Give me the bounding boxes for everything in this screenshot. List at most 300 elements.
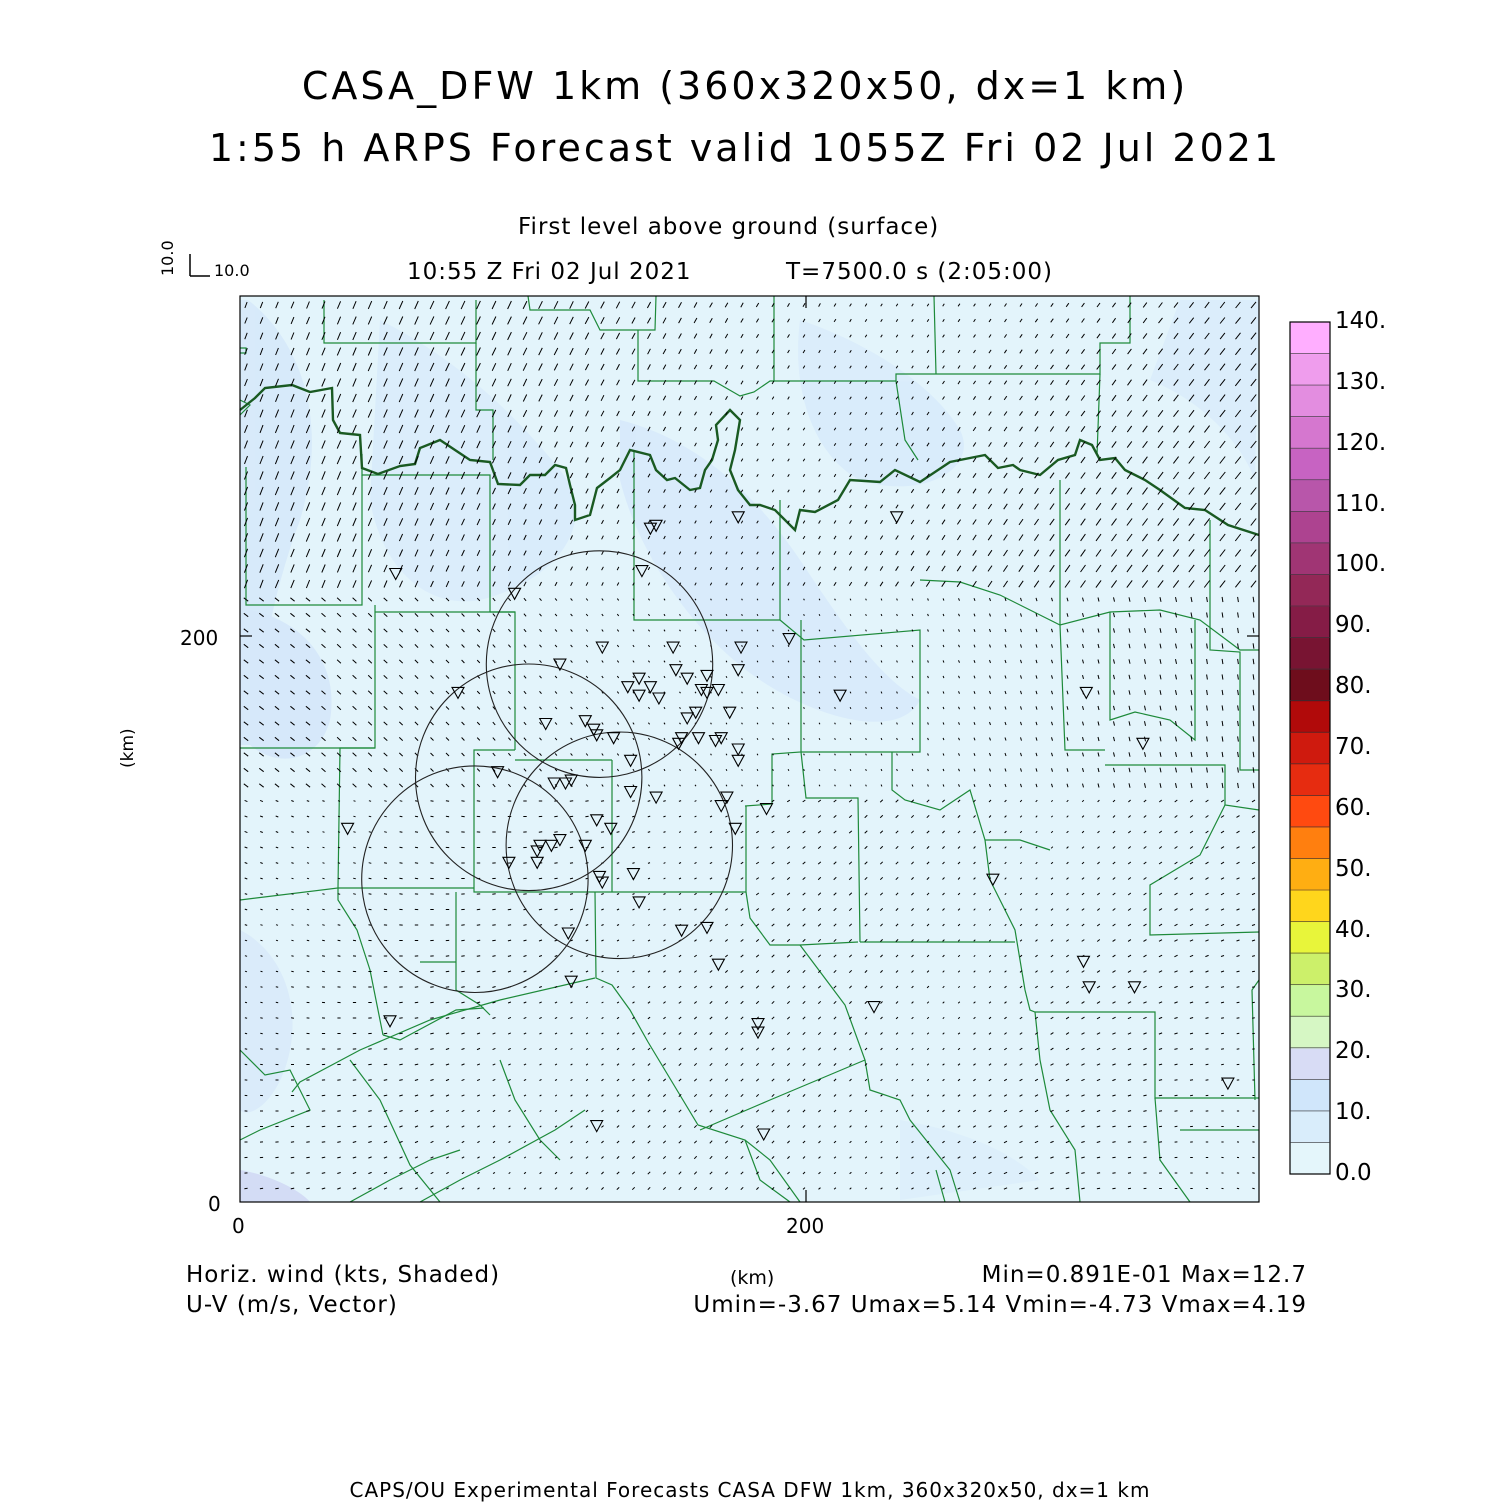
wind-vector xyxy=(819,738,820,739)
wind-vector xyxy=(804,599,805,600)
wind-vector xyxy=(337,1126,340,1127)
wind-vector xyxy=(773,661,774,662)
wind-vector xyxy=(757,630,758,631)
wind-vector xyxy=(338,909,341,910)
wind-vector xyxy=(338,863,340,864)
wind-vector xyxy=(384,847,387,848)
wind-vector xyxy=(477,940,480,941)
wind-vector xyxy=(322,1142,325,1143)
wind-vector xyxy=(307,909,309,910)
y-axis-unit: (km) xyxy=(118,728,138,768)
wind-vector xyxy=(835,785,836,786)
wind-vector xyxy=(245,956,247,957)
colorbar-label: 100. xyxy=(1335,551,1386,577)
wind-vector xyxy=(711,614,712,615)
colorbar-swatch xyxy=(1290,354,1330,386)
wind-vector xyxy=(711,676,712,677)
wind-vector xyxy=(788,692,789,693)
wind-vector xyxy=(757,614,758,615)
wind-vector xyxy=(1159,1095,1162,1096)
wind-vector xyxy=(804,661,805,662)
wind-vector xyxy=(369,816,371,817)
colorbar-label: 80. xyxy=(1335,673,1372,699)
min-max-label: Min=0.891E-01 Max=12.7 xyxy=(982,1262,1307,1288)
colorbar-swatch xyxy=(1290,606,1330,638)
wind-vector xyxy=(601,801,604,802)
wind-vector xyxy=(1128,1142,1131,1143)
wind-vector xyxy=(338,847,340,848)
wind-vector xyxy=(804,645,805,646)
wind-vector xyxy=(804,769,805,770)
wind-vector xyxy=(773,676,774,677)
wind-vector xyxy=(430,1002,433,1003)
wind-vector xyxy=(322,894,324,895)
wind-vector xyxy=(338,894,340,895)
wind-vector xyxy=(384,832,387,833)
vector-scale-x-label: 10.0 xyxy=(214,261,250,280)
wind-vector xyxy=(835,614,836,615)
wind-vector xyxy=(835,599,836,600)
wind-vector xyxy=(554,878,557,879)
wind-vector xyxy=(353,894,356,895)
colorbar-label: 90. xyxy=(1335,612,1372,638)
wind-vector xyxy=(353,816,355,817)
wind-vector xyxy=(539,894,542,895)
colorbar-swatch xyxy=(1290,574,1330,606)
wind-vector xyxy=(819,676,820,677)
wind-vector xyxy=(353,847,355,848)
wind-vector xyxy=(726,692,727,693)
wind-vector xyxy=(400,801,403,802)
wind-vector xyxy=(835,769,836,770)
wind-vector xyxy=(1190,1080,1193,1081)
colorbar-swatch xyxy=(1290,827,1330,859)
wind-vector xyxy=(819,661,820,662)
wind-vector xyxy=(1221,1018,1224,1019)
wind-vector xyxy=(726,676,727,677)
vector-label: U-V (m/s, Vector) xyxy=(186,1292,398,1318)
wind-vector xyxy=(353,863,355,864)
wind-vector xyxy=(742,645,743,646)
wind-vector xyxy=(617,801,620,802)
wind-vector xyxy=(819,769,820,770)
wind-vector xyxy=(261,940,263,941)
vector-scale-icon xyxy=(190,254,210,276)
wind-vector xyxy=(757,754,758,755)
wind-vector xyxy=(1252,971,1255,972)
wind-vector xyxy=(369,832,371,833)
wind-vector xyxy=(726,754,727,755)
colorbar-label: 60. xyxy=(1335,795,1372,821)
wind-vector xyxy=(835,738,836,739)
wind-vector xyxy=(788,614,789,615)
colorbar-label: 40. xyxy=(1335,917,1372,943)
wind-vector xyxy=(773,738,774,739)
wind-vector xyxy=(742,661,743,662)
wind-vector xyxy=(742,692,743,693)
wind-vector xyxy=(508,925,511,926)
wind-vector xyxy=(835,707,836,708)
colorbar-swatch xyxy=(1290,417,1330,449)
wind-vector xyxy=(726,614,727,615)
wind-vector xyxy=(369,878,372,879)
y-tick-200: 200 xyxy=(180,626,218,650)
wind-vector xyxy=(742,599,743,600)
wind-vector xyxy=(788,630,789,631)
wind-vector xyxy=(477,956,480,957)
wind-vector xyxy=(322,878,324,879)
wind-vector xyxy=(804,630,805,631)
wind-vector xyxy=(726,661,727,662)
wind-vector xyxy=(492,925,495,926)
wind-vector xyxy=(773,599,774,600)
wind-vector xyxy=(323,847,325,848)
valid-time-label: 10:55 Z Fri 02 Jul 2021 xyxy=(407,259,692,285)
wind-vector xyxy=(353,1095,356,1096)
wind-vector xyxy=(384,801,386,802)
wind-vector xyxy=(1097,1173,1100,1174)
field-label: Horiz. wind (kts, Shaded) xyxy=(186,1262,500,1288)
colorbar-swatch xyxy=(1290,890,1330,922)
wind-vector xyxy=(773,754,774,755)
colorbar-swatch xyxy=(1290,922,1330,954)
colorbar-swatch xyxy=(1290,448,1330,480)
wind-vector xyxy=(306,1142,309,1143)
colorbar-label: 10. xyxy=(1335,1099,1372,1125)
wind-vector xyxy=(804,676,805,677)
wind-vector xyxy=(711,630,712,631)
wind-vector xyxy=(632,801,635,802)
wind-vector xyxy=(601,832,604,833)
wind-vector xyxy=(757,785,758,786)
wind-vector xyxy=(757,738,758,739)
x-tick-0: 0 xyxy=(232,1214,245,1238)
y-tick-0: 0 xyxy=(208,1192,221,1216)
wind-vector xyxy=(338,832,340,833)
wind-vector xyxy=(322,925,324,926)
wind-vector xyxy=(276,909,278,910)
credit-line: CAPS/OU Experimental Forecasts CASA DFW 1km, 360x320x50, dx=1 km xyxy=(0,1478,1500,1502)
wind-vector xyxy=(275,1188,278,1189)
wind-vector xyxy=(306,1157,309,1158)
wind-vector xyxy=(431,801,434,802)
wind-vector xyxy=(1190,1064,1193,1065)
wind-vector xyxy=(1175,1080,1178,1081)
wind-vector xyxy=(1143,1126,1146,1127)
wind-vector xyxy=(338,816,340,817)
wind-vector xyxy=(757,645,758,646)
wind-vector xyxy=(260,925,262,926)
colorbar-swatch xyxy=(1290,985,1330,1017)
wind-vector xyxy=(804,614,805,615)
wind-vector xyxy=(773,645,774,646)
wind-vector xyxy=(292,925,294,926)
wind-vector xyxy=(788,738,789,739)
wind-vector xyxy=(726,738,727,739)
wind-vector xyxy=(384,1064,387,1065)
colorbar-swatch xyxy=(1290,480,1330,512)
wind-vector xyxy=(415,832,418,833)
wind-vector xyxy=(338,801,340,802)
wind-vector xyxy=(276,925,278,926)
wind-vector xyxy=(1237,1002,1240,1003)
wind-vector xyxy=(276,894,278,895)
wind-vector xyxy=(726,723,727,724)
wind-vector xyxy=(586,832,589,833)
wind-vector xyxy=(711,599,712,600)
wind-vector xyxy=(446,801,449,802)
x-axis-unit: (km) xyxy=(730,1267,774,1289)
wind-vector xyxy=(819,785,820,786)
wind-vector xyxy=(757,692,758,693)
wind-vector xyxy=(726,785,727,786)
wind-vector xyxy=(508,909,511,910)
wind-vector xyxy=(726,645,727,646)
wind-vector xyxy=(804,754,805,755)
colorbar-swatch xyxy=(1290,732,1330,764)
wind-vector xyxy=(819,614,820,615)
wind-vector xyxy=(291,940,293,941)
wind-vector xyxy=(539,878,542,879)
wind-vector xyxy=(292,909,294,910)
colorbar-swatch xyxy=(1290,322,1330,354)
colorbar-label: 120. xyxy=(1335,430,1386,456)
wind-vector xyxy=(757,707,758,708)
wind-vector xyxy=(353,832,355,833)
wind-vector xyxy=(338,878,340,879)
wind-vector xyxy=(788,754,789,755)
wind-vector xyxy=(742,785,743,786)
wind-vector xyxy=(261,956,263,957)
wind-vector xyxy=(554,863,557,864)
colorbar-label: 70. xyxy=(1335,734,1372,760)
wind-vector xyxy=(726,769,727,770)
wind-vector xyxy=(570,832,573,833)
wind-vector xyxy=(742,769,743,770)
wind-vector xyxy=(353,878,356,879)
vector-scale-y-label: 10.0 xyxy=(158,240,177,276)
wind-vector xyxy=(307,878,309,879)
colorbar-label: 50. xyxy=(1335,856,1372,882)
wind-vector xyxy=(245,971,247,972)
colorbar-label: 140. xyxy=(1335,308,1386,334)
wind-vector xyxy=(835,754,836,755)
wind-vector xyxy=(757,661,758,662)
colorbar-swatch xyxy=(1290,1111,1330,1143)
wind-vector xyxy=(1097,1188,1100,1189)
wind-vector xyxy=(835,630,836,631)
wind-vector xyxy=(400,816,403,817)
uv-min-max-label: Umin=-3.67 Umax=5.14 Vmin=-4.73 Vmax=4.19 xyxy=(693,1292,1307,1318)
wind-vector xyxy=(788,785,789,786)
wind-vector xyxy=(773,785,774,786)
wind-vector xyxy=(773,630,774,631)
wind-vector xyxy=(711,769,712,770)
wind-vector xyxy=(461,956,464,957)
wind-vector xyxy=(415,1018,418,1019)
wind-vector xyxy=(804,692,805,693)
wind-vector xyxy=(1221,1033,1224,1034)
wind-vector xyxy=(711,661,712,662)
wind-vector xyxy=(492,940,495,941)
wind-vector xyxy=(446,971,449,972)
wind-vector xyxy=(1112,1173,1115,1174)
wind-vector xyxy=(384,863,387,864)
title-line-1: CASA_DFW 1km (360x320x50, dx=1 km) xyxy=(0,64,1490,108)
colorbar xyxy=(1290,322,1330,1175)
wind-vector xyxy=(788,676,789,677)
wind-vector xyxy=(819,630,820,631)
wind-vector xyxy=(788,723,789,724)
wind-vector xyxy=(773,614,774,615)
wind-vector xyxy=(711,785,712,786)
wind-vector xyxy=(788,769,789,770)
wind-vector xyxy=(292,894,294,895)
colorbar-swatch xyxy=(1290,543,1330,575)
colorbar-label: 0.0 xyxy=(1335,1160,1372,1186)
colorbar-swatch xyxy=(1290,1079,1330,1111)
x-tick-200: 200 xyxy=(786,1214,824,1238)
wind-vector xyxy=(819,692,820,693)
wind-vector xyxy=(399,1033,402,1034)
colorbar-swatch xyxy=(1290,385,1330,417)
colorbar-swatch xyxy=(1290,1142,1330,1174)
wind-vector xyxy=(788,599,789,600)
colorbar-label: 20. xyxy=(1335,1038,1372,1064)
wind-vector xyxy=(276,956,278,957)
wind-vector xyxy=(400,832,403,833)
wind-vector xyxy=(711,754,712,755)
wind-vector xyxy=(742,707,743,708)
wind-vector xyxy=(726,630,727,631)
wind-vector xyxy=(788,661,789,662)
wind-vector xyxy=(1175,1095,1178,1096)
wind-vector xyxy=(757,723,758,724)
wind-vector xyxy=(726,599,727,600)
wind-vector xyxy=(835,645,836,646)
wind-vector xyxy=(773,723,774,724)
wind-vector xyxy=(1128,1157,1131,1158)
wind-vector xyxy=(337,1111,340,1112)
wind-vector xyxy=(819,723,820,724)
level-label: First level above ground (surface) xyxy=(518,214,939,240)
colorbar-swatch xyxy=(1290,764,1330,796)
wind-vector xyxy=(570,847,573,848)
colorbar-swatch xyxy=(1290,1048,1330,1080)
wind-vector xyxy=(570,863,573,864)
wind-vector xyxy=(773,707,774,708)
colorbar-swatch xyxy=(1290,1016,1330,1048)
wind-vector xyxy=(757,676,758,677)
colorbar-swatch xyxy=(1290,701,1330,733)
wind-vector xyxy=(354,801,356,802)
wind-vector xyxy=(292,878,294,879)
wind-vector xyxy=(446,987,449,988)
wind-vector xyxy=(804,723,805,724)
wind-vector xyxy=(307,925,309,926)
wind-vector xyxy=(711,723,712,724)
wind-vector xyxy=(742,723,743,724)
wind-vector xyxy=(307,894,309,895)
wind-vector xyxy=(384,1049,387,1050)
wind-vector xyxy=(835,661,836,662)
wind-vector xyxy=(307,863,309,864)
colorbar-label: 110. xyxy=(1335,491,1386,517)
colorbar-swatch xyxy=(1290,511,1330,543)
wind-vector xyxy=(1112,1157,1115,1158)
wind-vector xyxy=(742,738,743,739)
wind-vector xyxy=(1206,1049,1209,1050)
wind-vector xyxy=(368,1064,371,1065)
wind-vector xyxy=(322,1126,325,1127)
wind-vector xyxy=(1206,1033,1209,1034)
wind-vector xyxy=(323,832,325,833)
colorbar-swatch xyxy=(1290,953,1330,985)
wind-vector xyxy=(415,816,418,817)
wind-vector xyxy=(461,971,464,972)
wind-vector xyxy=(804,707,805,708)
wind-vector xyxy=(291,1157,294,1158)
wind-vector xyxy=(369,847,372,848)
wind-vector xyxy=(585,816,588,817)
model-time-label: T=7500.0 s (2:05:00) xyxy=(786,259,1053,285)
wind-vector xyxy=(1237,1018,1240,1019)
wind-vector xyxy=(554,847,557,848)
colorbar-swatch xyxy=(1290,795,1330,827)
wind-vector xyxy=(415,1033,418,1034)
wind-vector xyxy=(788,707,789,708)
wind-vector xyxy=(323,863,325,864)
wind-vector xyxy=(711,707,712,708)
title-line-2: 1:55 h ARPS Forecast valid 1055Z Fri 02 Jul 2021 xyxy=(0,126,1490,170)
wind-vector xyxy=(819,599,820,600)
wind-vector xyxy=(1252,987,1255,988)
wind-vector xyxy=(742,630,743,631)
wind-vector xyxy=(1159,1111,1162,1112)
colorbar-label: 130. xyxy=(1335,369,1386,395)
wind-vector xyxy=(773,769,774,770)
colorbar-swatch xyxy=(1290,858,1330,890)
wind-vector xyxy=(523,894,526,895)
wind-vector xyxy=(384,816,387,817)
wind-vector xyxy=(757,599,758,600)
wind-vector xyxy=(819,707,820,708)
wind-vector xyxy=(368,1080,371,1081)
wind-vector xyxy=(617,816,620,817)
colorbar-swatch xyxy=(1290,669,1330,701)
wind-vector xyxy=(322,909,324,910)
wind-vector xyxy=(773,692,774,693)
wind-vector xyxy=(804,738,805,739)
wind-vector xyxy=(742,676,743,677)
colorbar-swatch xyxy=(1290,638,1330,670)
wind-vector xyxy=(788,645,789,646)
colorbar-label: 30. xyxy=(1335,977,1372,1003)
wind-vector xyxy=(245,940,247,941)
wind-vector xyxy=(307,847,309,848)
wind-vector xyxy=(835,676,836,677)
wind-vector xyxy=(835,723,836,724)
wind-vector xyxy=(369,801,371,802)
wind-vector xyxy=(819,645,820,646)
wind-vector xyxy=(276,940,278,941)
wind-vector xyxy=(819,754,820,755)
wind-vector xyxy=(757,769,758,770)
wind-vector xyxy=(431,816,434,817)
wind-vector xyxy=(742,614,743,615)
wind-vector xyxy=(399,1049,402,1050)
wind-vector xyxy=(804,785,805,786)
